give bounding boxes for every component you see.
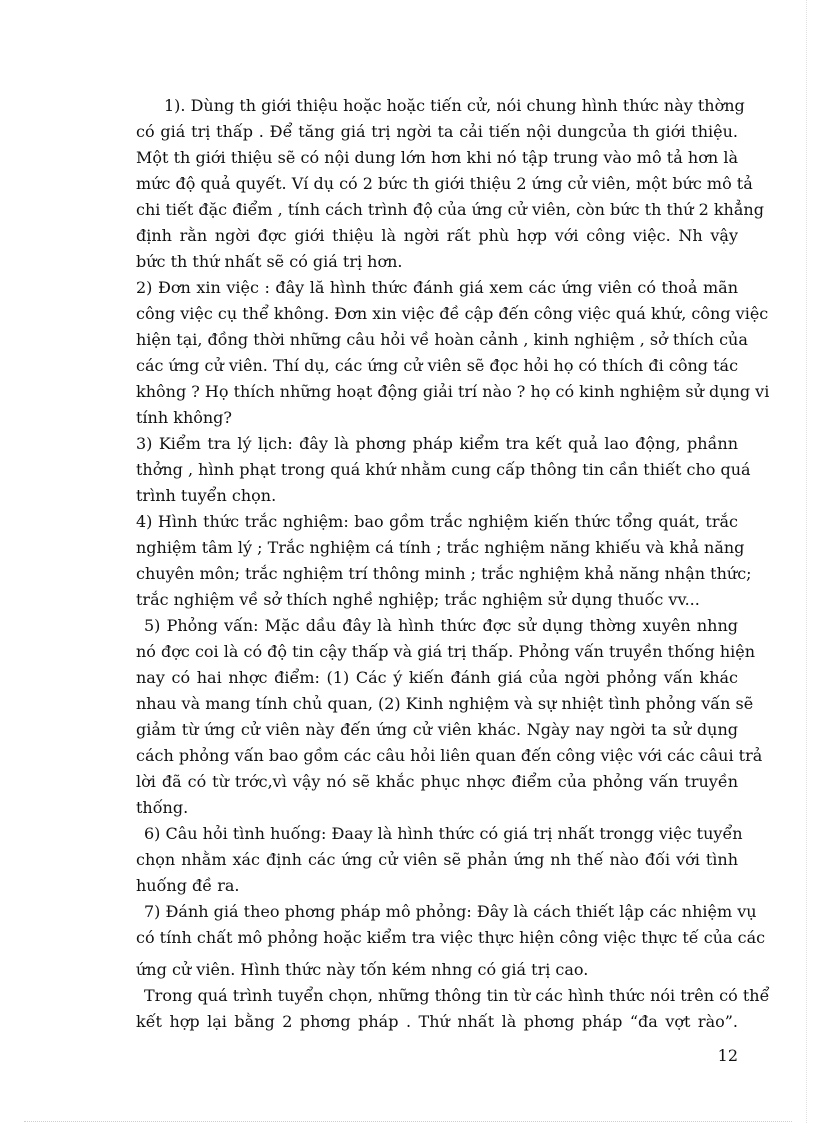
text-line: 5) Phỏng vấn: Mặc dầu đây là hình thức đợc sử dụng thờng xuyên nhng (144, 616, 738, 635)
text-line: lời đã có từ trớc,vì vậy nó sẽ khắc phục nhợc điểm của phỏng vấn truyền (136, 772, 738, 791)
text-line: thởng , hình phạt trong quá khứ nhằm cung cấp thông tin cần thiết cho quá (136, 460, 751, 479)
text-line: 2) Đơn xin việc : đây lă hình thức đánh giá xem các ứng viên có thoả mãn (136, 278, 738, 297)
text-line: giảm từ ứng cử viên này đến ứng cử viên khác. Ngày nay ngời ta sử dụng (136, 720, 738, 739)
text-line: 3) Kiểm tra lý lịch: đây là phơng pháp kiểm tra kết quả lao động, phầnn (136, 434, 738, 453)
text-line: trình tuyển chọn. (136, 486, 277, 505)
text-line: 7) Đánh giá theo phơng pháp mô phỏng: Đây là cách thiết lập các nhiệm vụ (144, 902, 757, 921)
text-line: bức th thứ nhất sẽ có giá trị hơn. (136, 252, 403, 271)
text-line: hiện tại, đồng thời những câu hỏi về hoàn cảnh , kinh nghiệm , sở thích của (136, 330, 748, 349)
text-line: tính không? (136, 408, 232, 427)
text-line: trắc nghiệm về sở thích nghề nghiệp; trắc nghiệm sử dụng thuốc vv... (136, 590, 700, 609)
side-divider (806, 0, 807, 1123)
text-line: chọn nhằm xác định các ứng cử viên sẽ phản ứng nh thế nào đối với tình (136, 850, 738, 869)
text-line: huống đề ra. (136, 876, 240, 895)
text-line: cách phỏng vấn bao gồm các câu hỏi liên quan đến công việc với các câui trả (136, 746, 763, 765)
text-line: 6) Câu hỏi tình huống: Đaay là hình thức có giá trị nhất trongg việc tuyển (144, 824, 743, 843)
text-line: có tính chất mô phỏng hoặc kiểm tra việc thực hiện công việc thực tế của các (136, 928, 766, 947)
text-line: các ứng cử viên. Thí dụ, các ứng cử viên sẽ đọc hỏi họ có thích đi công tác (136, 356, 739, 375)
text-line: có giá trị thấp . Để tăng giá trị ngời ta cải tiến nội dungcủa th giới thiệu. (136, 122, 738, 141)
text-line: chi tiết đặc điểm , tính cách trình độ của ứng cử viên, còn bức th thứ 2 khẳng (136, 200, 764, 219)
text-line: không ? Họ thích những hoạt động giải trí nào ? họ có kinh nghiệm sử dụng vi (136, 382, 770, 401)
text-line: chuyên môn; trắc nghiệm trí thông minh ; trắc nghiệm khả năng nhận thức; (136, 564, 752, 583)
text-line: nhau và mang tính chủ quan, (2) Kinh nghiệm và sự nhiệt tình phỏng vấn sẽ (136, 694, 754, 713)
text-line: thống. (136, 798, 189, 817)
footer-divider (24, 1121, 792, 1122)
text-line: mức độ quả quyết. Ví dụ có 2 bức th giới thiệu 2 ứng cử viên, một bức mô tả (136, 174, 753, 193)
text-line: 4) Hình thức trắc nghiệm: bao gồm trắc nghiệm kiến thức tổng quát, trắc (136, 512, 738, 531)
text-line: ứng cử viên. Hình thức này tốn kém nhng có giá trị cao. (136, 960, 589, 979)
text-line: nay có hai nhợc điểm: (1) Các ý kiến đánh giá của ngời phỏng vấn khác (136, 668, 738, 687)
text-line: nó đợc coi là có độ tin cậy thấp và giá trị thấp. Phỏng vấn truyền thống hiện (136, 642, 756, 661)
text-line: nghiệm tâm lý ; Trắc nghiệm cá tính ; trắc nghiệm năng khiếu và khả năng (136, 538, 745, 557)
text-line: công việc cụ thể không. Đơn xin việc đề cập đến công việc quá khứ, công việc (136, 304, 769, 323)
text-line: 1). Dùng th giới thiệu hoặc hoặc tiến cử, nói chung hình thức này thờng (164, 96, 745, 115)
text-line: Trong quá trình tuyển chọn, những thông tin từ các hình thức nói trên có thể (144, 986, 770, 1005)
text-line: Một th giới thiệu sẽ có nội dung lớn hơn khi nó tập trung vào mô tả hơn là (136, 148, 738, 167)
text-line: kết hợp lại bằng 2 phơng pháp . Thứ nhất là phơng pháp “đa vợt rào”. (136, 1012, 738, 1031)
text-line: định rằn ngời đợc giới thiệu là ngời rất phù hợp với công việc. Nh vậy (136, 226, 738, 245)
page-number: 12 (717, 1046, 738, 1065)
